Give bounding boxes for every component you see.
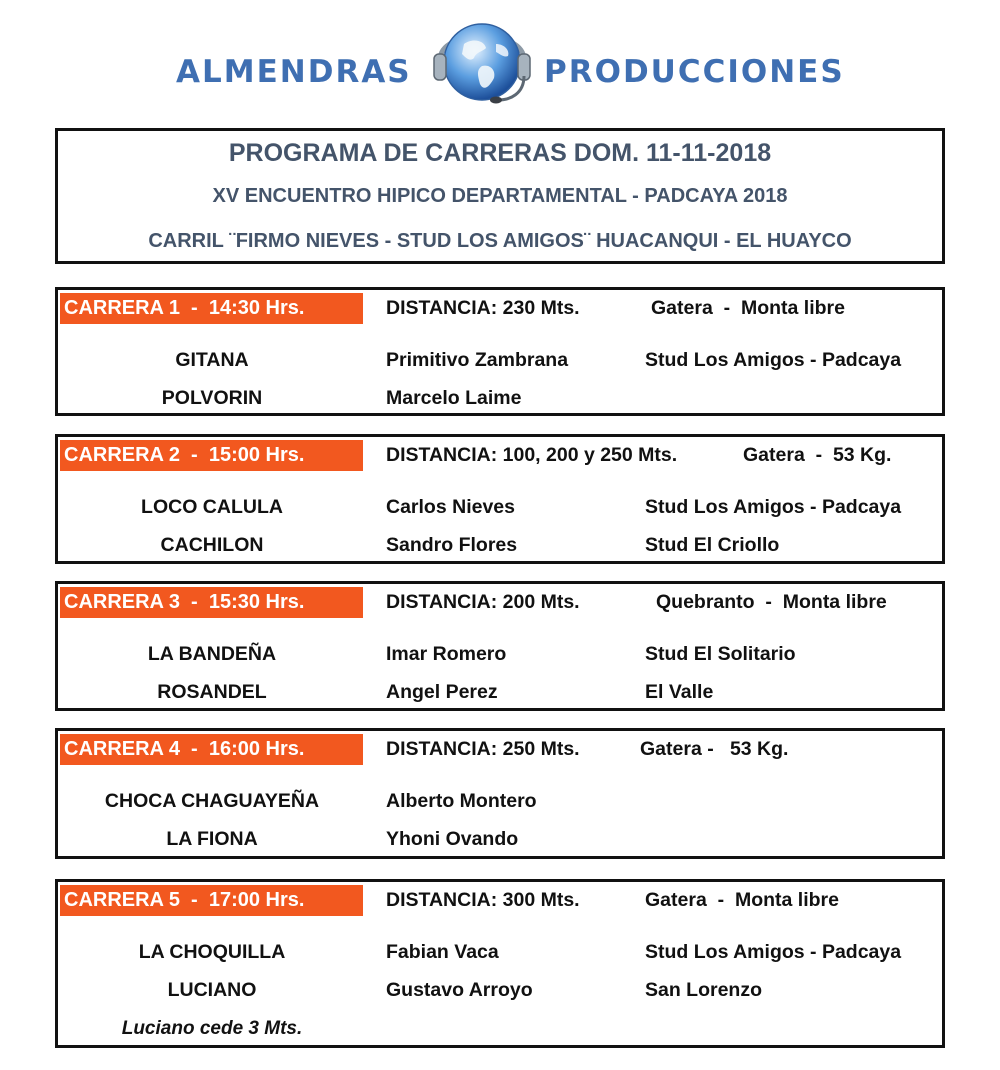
race-note: Luciano cede 3 Mts. — [121, 1018, 303, 1039]
race-conditions: Gatera - Monta libre — [645, 889, 839, 911]
jockey-name: Fabian Vaca — [386, 941, 499, 963]
globe-headphones-icon — [424, 14, 540, 106]
race-tag: CARRERA 5 - 17:00 Hrs. — [60, 885, 363, 916]
horse-name: LA FIONA — [166, 828, 258, 850]
event-subtitle: XV ENCUENTRO HIPICO DEPARTAMENTAL - PADCAYA 2018 — [212, 185, 788, 207]
race-distance: DISTANCIA: 300 Mts. — [386, 889, 580, 911]
jockey-name: Sandro Flores — [386, 534, 518, 556]
race-distance: DISTANCIA: 250 Mts. — [386, 738, 580, 760]
race-card — [55, 287, 945, 416]
horse-name: CHOCA CHAGUAYEÑA — [104, 790, 320, 812]
brand-right-word: PRODUCCIONES — [544, 54, 845, 90]
race-distance: DISTANCIA: 200 Mts. — [386, 591, 580, 613]
race-card — [55, 581, 945, 711]
stud-name: Stud Los Amigos - Padcaya — [645, 941, 902, 963]
jockey-name: Marcelo Laime — [386, 387, 522, 409]
jockey-name: Angel Perez — [386, 681, 498, 703]
race-tag: CARRERA 2 - 15:00 Hrs. — [60, 440, 363, 471]
race-tag: CARRERA 1 - 14:30 Hrs. — [60, 293, 363, 324]
stud-name: Stud Los Amigos - Padcaya — [645, 349, 902, 371]
brand-banner — [0, 14, 1000, 104]
stud-name: Stud El Criollo — [645, 534, 780, 556]
race-conditions: Gatera - Monta libre — [651, 297, 845, 319]
race-distance: DISTANCIA: 230 Mts. — [386, 297, 580, 319]
program-title: PROGRAMA DE CARRERAS DOM. 11-11-2018 — [228, 139, 772, 167]
jockey-name: Alberto Montero — [386, 790, 537, 812]
horse-name: GITANA — [175, 349, 249, 371]
brand-left-word: ALMENDRAS — [176, 54, 412, 90]
stud-name: San Lorenzo — [645, 979, 763, 1001]
program-header — [55, 128, 945, 264]
horse-name: ROSANDEL — [157, 681, 267, 703]
horse-name: LOCO CALULA — [141, 496, 283, 518]
horse-name: CACHILON — [160, 534, 264, 556]
race-tag: CARRERA 4 - 16:00 Hrs. — [60, 734, 363, 765]
horse-name: LUCIANO — [167, 979, 257, 1001]
stud-name: El Valle — [645, 681, 714, 703]
race-tag: CARRERA 3 - 15:30 Hrs. — [60, 587, 363, 618]
race-conditions: Quebranto - Monta libre — [656, 591, 887, 613]
horse-name: LA BANDEÑA — [147, 643, 277, 665]
race-card — [55, 728, 945, 859]
horse-name: LA CHOQUILLA — [138, 941, 286, 963]
track-name: CARRIL ¨FIRMO NIEVES - STUD LOS AMIGOS¨ HUACANQUI - EL HUAYCO — [148, 230, 852, 252]
jockey-name: Carlos Nieves — [386, 496, 515, 518]
stud-name: Stud El Solitario — [645, 643, 796, 665]
stud-name: Stud Los Amigos - Padcaya — [645, 496, 902, 518]
race-card — [55, 879, 945, 1048]
horse-name: POLVORIN — [161, 387, 263, 409]
jockey-name: Gustavo Arroyo — [386, 979, 533, 1001]
race-conditions: Gatera - 53 Kg. — [743, 444, 892, 466]
jockey-name: Imar Romero — [386, 643, 507, 665]
race-distance: DISTANCIA: 100, 200 y 250 Mts. — [386, 444, 678, 466]
jockey-name: Primitivo Zambrana — [386, 349, 569, 371]
race-card — [55, 434, 945, 564]
race-conditions: Gatera - 53 Kg. — [640, 738, 789, 760]
jockey-name: Yhoni Ovando — [386, 828, 519, 850]
